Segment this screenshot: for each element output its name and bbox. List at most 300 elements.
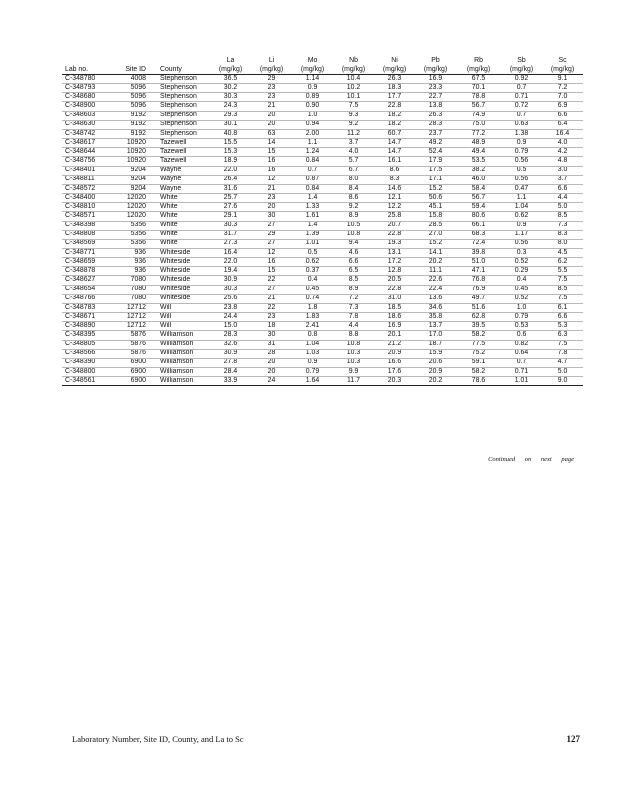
cell-sb: 0.4 [501,276,542,285]
cell-ni: 26.3 [374,75,415,84]
cell-county: White [158,221,210,230]
cell-sc: 16.4 [542,129,583,138]
cell-pb: 13.7 [415,322,456,331]
cell-county: Will [158,303,210,312]
cell-la: 30.9 [210,349,251,358]
table-row [62,175,583,184]
cell-rb: 49.4 [456,148,501,157]
cell-site: 5356 [114,221,158,230]
cell-sc: 4.5 [542,248,583,257]
cell-lab: C-348800 [62,368,114,377]
cell-rb: 48.9 [456,139,501,148]
table-row [62,349,583,358]
cell-la: 31.7 [210,230,251,239]
cell-li: 30 [251,212,292,221]
cell-ni: 60.7 [374,129,415,138]
cell-nb: 7.3 [333,303,374,312]
cell-nb: 9.2 [333,120,374,129]
header-element-la: La [226,57,235,65]
header-label-pb: (mg/kg) [415,65,456,75]
cell-lab: C-348793 [62,84,114,93]
cell-lab: C-348805 [62,340,114,349]
cell-nb: 8.5 [333,276,374,285]
cell-li: 23 [251,84,292,93]
cell-county: Stephenson [158,84,210,93]
table-row [62,276,583,285]
header-label-rb: (mg/kg) [456,65,501,75]
cell-sc: 6.3 [542,331,583,340]
cell-sb: 0.7 [501,111,542,120]
table-row [62,340,583,349]
cell-mo: 0.45 [292,285,333,294]
cell-ni: 19.3 [374,239,415,248]
cell-la: 15.0 [210,322,251,331]
cell-sc: 4.8 [542,157,583,166]
cell-pb: 18.7 [415,340,456,349]
cell-la: 26.4 [210,175,251,184]
cell-pb: 20.9 [415,368,456,377]
cell-nb: 10.5 [333,221,374,230]
cell-rb: 53.5 [456,157,501,166]
cell-rb: 62.8 [456,313,501,322]
cell-sb: 0.71 [501,368,542,377]
cell-nb: 10.2 [333,84,374,93]
cell-la: 15.5 [210,139,251,148]
cell-lab: C-348756 [62,157,114,166]
cell-county: Williamson [158,349,210,358]
cell-la: 22.0 [210,258,251,267]
cell-sb: 0.64 [501,349,542,358]
cell-mo: 1.64 [292,377,333,386]
table-row [62,248,583,257]
cell-mo: 1.4 [292,221,333,230]
cell-li: 14 [251,139,292,148]
table-row [62,166,583,175]
cell-sb: 0.72 [501,102,542,111]
cell-mo: 0.84 [292,157,333,166]
cell-sb: 1.04 [501,203,542,212]
table-row [62,285,583,294]
cell-site: 7080 [114,276,158,285]
cell-la: 30.1 [210,120,251,129]
cell-rb: 49.7 [456,294,501,303]
header-element-nb: Nb [349,57,358,65]
cell-rb: 68.3 [456,230,501,239]
cell-site: 9204 [114,175,158,184]
cell-mo: 0.74 [292,294,333,303]
cell-li: 30 [251,331,292,340]
header-label-site: Site ID [114,65,158,75]
cell-ni: 14.6 [374,184,415,193]
cell-rb: 58.2 [456,331,501,340]
cell-lab: C-348771 [62,248,114,257]
cell-nb: 8.0 [333,175,374,184]
cell-ni: 14.7 [374,148,415,157]
header-label-ni: (mg/kg) [374,65,415,75]
cell-nb: 4.6 [333,248,374,257]
cell-lab: C-348603 [62,111,114,120]
cell-rb: 59.4 [456,203,501,212]
cell-lab: C-348398 [62,221,114,230]
cell-pb: 28.3 [415,120,456,129]
cell-county: Stephenson [158,129,210,138]
cell-lab: C-348400 [62,194,114,203]
cell-nb: 10.3 [333,349,374,358]
cell-sc: 6.6 [542,184,583,193]
cell-lab: C-348395 [62,331,114,340]
cell-ni: 31.0 [374,294,415,303]
cell-lab: C-348783 [62,303,114,312]
cell-site: 10920 [114,157,158,166]
cell-li: 23 [251,313,292,322]
cell-rb: 56.7 [456,102,501,111]
header-label-li: (mg/kg) [251,65,292,75]
header-element-site [114,57,158,65]
cell-la: 32.6 [210,340,251,349]
cell-sb: 0.79 [501,313,542,322]
cell-la: 18.9 [210,157,251,166]
cell-site: 6900 [114,368,158,377]
cell-rb: 67.5 [456,75,501,84]
cell-nb: 11.7 [333,377,374,386]
cell-site: 936 [114,267,158,276]
cell-sb: 1.1 [501,194,542,203]
cell-pb: 27.0 [415,230,456,239]
table-row [62,212,583,221]
cell-rb: 77.2 [456,129,501,138]
cell-sc: 9.1 [542,75,583,84]
cell-pb: 17.9 [415,157,456,166]
cell-site: 5876 [114,340,158,349]
header-row-units [62,65,583,75]
table-row [62,157,583,166]
cell-pb: 15.8 [415,212,456,221]
cell-la: 30.3 [210,285,251,294]
cell-pb: 26.3 [415,111,456,120]
cell-sc: 4.2 [542,148,583,157]
cell-site: 12712 [114,322,158,331]
cell-la: 31.6 [210,184,251,193]
cell-nb: 8.8 [333,331,374,340]
cell-ni: 22.8 [374,102,415,111]
cell-pb: 45.1 [415,203,456,212]
cell-nb: 8.6 [333,194,374,203]
cell-county: Whiteside [158,248,210,257]
cell-sc: 7.3 [542,221,583,230]
header-label-sc: (mg/kg) [542,65,583,75]
cell-rb: 39.5 [456,322,501,331]
cell-li: 16 [251,166,292,175]
cell-county: Whiteside [158,294,210,303]
cell-ni: 18.3 [374,84,415,93]
cell-sc: 5.0 [542,203,583,212]
cell-site: 5356 [114,230,158,239]
table-row [62,239,583,248]
cell-li: 29 [251,75,292,84]
cell-site: 12020 [114,194,158,203]
cell-sb: 0.92 [501,75,542,84]
cell-rb: 78.6 [456,377,501,386]
header-element-sb: Sb [517,57,526,65]
cell-ni: 18.2 [374,120,415,129]
cell-ni: 17.2 [374,258,415,267]
cell-la: 23.8 [210,303,251,312]
cell-ni: 18.6 [374,313,415,322]
header-element-ni: Ni [391,57,398,65]
cell-rb: 78.8 [456,93,501,102]
cell-sb: 0.56 [501,157,542,166]
cell-site: 6900 [114,377,158,386]
cell-county: Wayne [158,175,210,184]
cell-county: Tazewell [158,139,210,148]
cell-la: 15.3 [210,148,251,157]
header-label-la: (mg/kg) [210,65,251,75]
cell-la: 24.3 [210,102,251,111]
cell-site: 5096 [114,102,158,111]
cell-rb: 76.8 [456,276,501,285]
cell-mo: 0.9 [292,358,333,367]
cell-mo: 1.83 [292,313,333,322]
cell-sc: 6.4 [542,120,583,129]
cell-la: 30.9 [210,276,251,285]
cell-lab: C-348808 [62,230,114,239]
cell-sc: 8.0 [542,239,583,248]
cell-site: 9192 [114,120,158,129]
table-row [62,313,583,322]
cell-ni: 18.5 [374,303,415,312]
cell-la: 27.3 [210,239,251,248]
cell-lab: C-348566 [62,349,114,358]
cell-site: 9192 [114,111,158,120]
cell-rb: 74.9 [456,111,501,120]
table-row [62,93,583,102]
cell-ni: 22.8 [374,230,415,239]
cell-sb: 0.71 [501,93,542,102]
cell-lab: C-348810 [62,203,114,212]
cell-site: 5096 [114,84,158,93]
cell-site: 7080 [114,294,158,303]
cell-nb: 10.3 [333,358,374,367]
cell-mo: 1.61 [292,212,333,221]
table-row [62,377,583,386]
cell-sc: 6.1 [542,303,583,312]
cell-la: 25.6 [210,294,251,303]
cell-county: White [158,194,210,203]
cell-pb: 22.4 [415,285,456,294]
cell-mo: 0.89 [292,93,333,102]
cell-lab: C-348572 [62,184,114,193]
cell-pb: 49.2 [415,139,456,148]
cell-site: 9204 [114,184,158,193]
cell-mo: 1.0 [292,111,333,120]
cell-ni: 25.8 [374,212,415,221]
cell-la: 29.3 [210,111,251,120]
cell-ni: 17.7 [374,93,415,102]
table-row [62,267,583,276]
header-label-nb: (mg/kg) [333,65,374,75]
cell-ni: 8.6 [374,166,415,175]
cell-lab: C-348627 [62,276,114,285]
cell-li: 20 [251,358,292,367]
cell-la: 30.3 [210,93,251,102]
cell-sb: 0.82 [501,340,542,349]
cell-ni: 16.9 [374,322,415,331]
cell-county: Stephenson [158,111,210,120]
cell-mo: 0.84 [292,184,333,193]
cell-nb: 9.4 [333,239,374,248]
cell-li: 21 [251,102,292,111]
cell-li: 29 [251,230,292,239]
cell-ni: 18.2 [374,111,415,120]
cell-pb: 52.4 [415,148,456,157]
cell-la: 16.4 [210,248,251,257]
cell-mo: 0.5 [292,248,333,257]
cell-lab: C-348900 [62,102,114,111]
cell-li: 28 [251,349,292,358]
cell-county: Will [158,322,210,331]
header-element-county [158,57,210,65]
cell-la: 29.1 [210,212,251,221]
cell-mo: 2.41 [292,322,333,331]
cell-lab: C-348644 [62,148,114,157]
cell-pb: 15.2 [415,239,456,248]
cell-li: 20 [251,111,292,120]
cell-county: Stephenson [158,93,210,102]
table-row [62,111,583,120]
cell-la: 28.4 [210,368,251,377]
cell-county: White [158,203,210,212]
cell-pb: 20.6 [415,358,456,367]
cell-ni: 17.6 [374,368,415,377]
cell-sb: 1.0 [501,303,542,312]
cell-lab: C-348766 [62,294,114,303]
cell-rb: 75.2 [456,349,501,358]
cell-ni: 8.3 [374,175,415,184]
cell-sb: 0.6 [501,331,542,340]
cell-nb: 9.9 [333,368,374,377]
cell-mo: 0.4 [292,276,333,285]
cell-site: 4008 [114,75,158,84]
cell-sb: 0.62 [501,212,542,221]
table-row [62,331,583,340]
cell-la: 22.0 [210,166,251,175]
cell-rb: 72.4 [456,239,501,248]
cell-county: White [158,230,210,239]
cell-mo: 1.4 [292,194,333,203]
cell-mo: 0.94 [292,120,333,129]
cell-mo: 0.7 [292,166,333,175]
cell-la: 27.8 [210,358,251,367]
cell-rb: 51.0 [456,258,501,267]
cell-mo: 0.62 [292,258,333,267]
table-header [62,57,583,75]
cell-la: 33.9 [210,377,251,386]
cell-sb: 0.9 [501,139,542,148]
table-row [62,258,583,267]
cell-pb: 20.2 [415,377,456,386]
cell-nb: 7.5 [333,102,374,111]
cell-li: 15 [251,267,292,276]
cell-pb: 22.6 [415,276,456,285]
cell-mo: 1.24 [292,148,333,157]
cell-la: 28.3 [210,331,251,340]
cell-nb: 10.8 [333,230,374,239]
cell-pb: 14.1 [415,248,456,257]
table-row [62,139,583,148]
cell-li: 20 [251,368,292,377]
cell-county: Whiteside [158,276,210,285]
cell-nb: 10.1 [333,93,374,102]
cell-sb: 0.45 [501,285,542,294]
cell-nb: 3.7 [333,139,374,148]
cell-sb: 0.56 [501,175,542,184]
cell-li: 21 [251,184,292,193]
cell-la: 36.5 [210,75,251,84]
cell-lab: C-348571 [62,212,114,221]
cell-pb: 23.3 [415,84,456,93]
cell-li: 16 [251,258,292,267]
cell-li: 15 [251,148,292,157]
cell-nb: 6.7 [333,166,374,175]
header-element-rb: Rb [474,57,483,65]
cell-rb: 46.0 [456,175,501,184]
cell-mo: 0.37 [292,267,333,276]
cell-pb: 15.2 [415,184,456,193]
cell-mo: 0.8 [292,331,333,340]
table-row [62,184,583,193]
cell-county: Whiteside [158,267,210,276]
cell-rb: 38.2 [456,166,501,175]
cell-sc: 5.3 [542,322,583,331]
cell-li: 27 [251,285,292,294]
cell-mo: 1.8 [292,303,333,312]
cell-site: 12712 [114,303,158,312]
cell-nb: 4.0 [333,148,374,157]
cell-nb: 4.4 [333,322,374,331]
cell-nb: 7.8 [333,313,374,322]
cell-site: 5096 [114,93,158,102]
cell-li: 23 [251,93,292,102]
cell-sc: 4.0 [542,139,583,148]
cell-sb: 0.79 [501,148,542,157]
cell-sc: 6.6 [542,111,583,120]
cell-sc: 4.7 [542,358,583,367]
cell-lab: C-348671 [62,313,114,322]
footer-caption: Laboratory Number, Site ID, County, and La to Sc [72,734,244,744]
cell-site: 5876 [114,349,158,358]
cell-pb: 35.8 [415,313,456,322]
cell-ni: 20.5 [374,276,415,285]
cell-sc: 7.5 [542,340,583,349]
cell-sb: 0.7 [501,358,542,367]
cell-sb: 0.47 [501,184,542,193]
table-row [62,102,583,111]
cell-county: Wayne [158,184,210,193]
cell-ni: 12.8 [374,267,415,276]
cell-sb: 0.9 [501,221,542,230]
table-body [62,75,583,386]
cell-mo: 1.14 [292,75,333,84]
cell-rb: 58.2 [456,368,501,377]
cell-sb: 1.17 [501,230,542,239]
cell-sb: 1.38 [501,129,542,138]
cell-la: 27.6 [210,203,251,212]
cell-mo: 0.9 [292,84,333,93]
cell-sb: 0.29 [501,267,542,276]
cell-sb: 0.52 [501,258,542,267]
cell-lab: C-348780 [62,75,114,84]
cell-mo: 2.00 [292,129,333,138]
